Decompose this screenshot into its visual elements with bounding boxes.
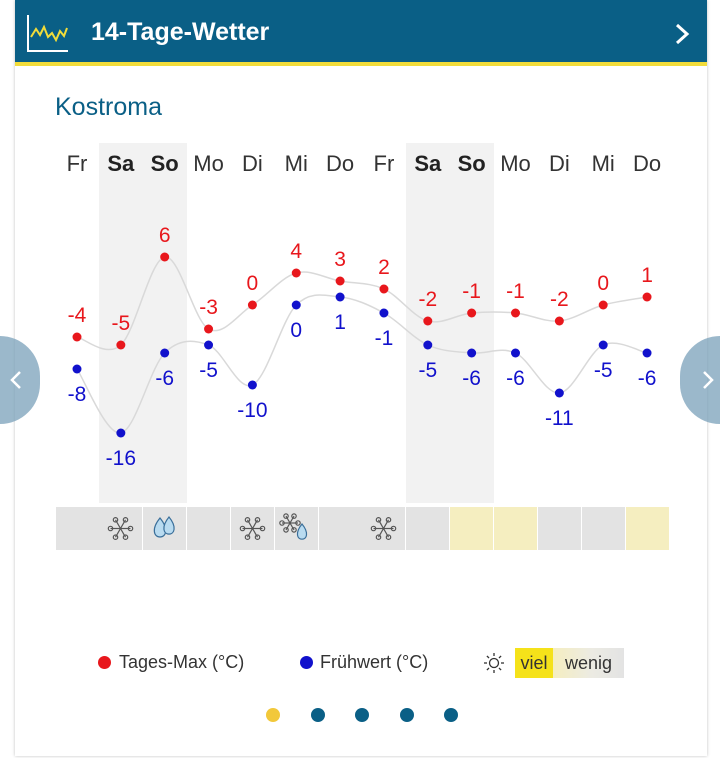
condition-tile — [319, 507, 362, 550]
min-value-label: -6 — [155, 367, 175, 390]
max-value-label: 1 — [641, 264, 653, 287]
chevron-right-icon — [698, 370, 718, 390]
day-label: Do — [632, 151, 662, 176]
min-value-label: -6 — [506, 367, 525, 390]
min-value-label: -5 — [593, 359, 613, 382]
max-point — [511, 309, 520, 318]
condition-tile — [582, 507, 625, 550]
city-name: Kostroma — [55, 93, 162, 121]
day-label: Sa — [107, 151, 135, 176]
max-value-label: -5 — [111, 312, 131, 335]
condition-tile — [538, 507, 581, 550]
condition-tile — [56, 507, 99, 550]
condition-tile — [494, 507, 537, 550]
snowflake-icon — [99, 507, 142, 550]
legend-sun-little: wenig — [553, 648, 624, 678]
min-value-label: -1 — [374, 327, 394, 350]
condition-tile — [626, 507, 669, 550]
day-label: Fr — [66, 151, 88, 176]
snowflake-icon — [231, 507, 274, 550]
condition-tile — [450, 507, 493, 550]
legend-max-dot — [98, 656, 111, 669]
max-point — [160, 253, 169, 262]
min-value-label: -11 — [544, 407, 574, 430]
max-point — [248, 301, 257, 310]
max-point — [599, 301, 608, 310]
condition-tile — [231, 507, 274, 550]
day-label: Di — [548, 151, 570, 176]
condition-tile — [143, 507, 186, 550]
max-value-label: -1 — [462, 280, 481, 303]
max-value-label: 6 — [158, 224, 171, 247]
min-point — [336, 293, 345, 302]
min-point — [555, 389, 564, 398]
max-value-label: -1 — [506, 280, 525, 303]
min-point — [643, 349, 652, 358]
pagination-dot[interactable] — [311, 708, 325, 722]
max-value-label: 3 — [334, 248, 346, 271]
max-point — [379, 285, 388, 294]
pagination-dot[interactable] — [355, 708, 369, 722]
condition-tile — [275, 507, 318, 550]
min-point — [379, 309, 388, 318]
snowflake-icon — [362, 507, 405, 550]
min-point — [116, 429, 125, 438]
max-point — [423, 317, 432, 326]
max-point — [467, 309, 476, 318]
day-label: So — [150, 151, 179, 176]
max-value-label: 0 — [246, 272, 259, 295]
day-label: Mo — [500, 151, 531, 176]
min-value-label: -8 — [67, 383, 87, 406]
max-value-label: 2 — [378, 256, 390, 279]
day-label: Fr — [373, 151, 395, 176]
min-point — [160, 349, 169, 358]
min-point — [423, 341, 432, 350]
snow-rain-icon — [275, 507, 318, 550]
max-point — [73, 333, 82, 342]
min-value-label: 1 — [334, 311, 346, 334]
legend-max-label: Tages-Max (°C) — [119, 652, 245, 672]
max-point — [116, 341, 125, 350]
min-value-label: -16 — [105, 447, 137, 470]
legend-min-dot — [300, 656, 313, 669]
pagination-dot[interactable] — [400, 708, 414, 722]
condition-tile — [406, 507, 449, 550]
max-point — [292, 269, 301, 278]
pagination-dot[interactable] — [444, 708, 458, 722]
day-label: Di — [242, 151, 263, 176]
sun-icon — [483, 652, 505, 674]
max-value-label: -2 — [418, 288, 438, 311]
chevron-left-icon — [6, 370, 26, 390]
day-label: Do — [326, 151, 355, 176]
min-value-label: -6 — [637, 367, 657, 390]
header-title: 14-Tage-Wetter — [91, 18, 270, 46]
min-value-label: -5 — [199, 359, 218, 382]
pagination-dot[interactable] — [266, 708, 280, 722]
legend-min-label: Frühwert (°C) — [320, 652, 429, 672]
max-point — [336, 277, 345, 286]
condition-tile — [99, 507, 142, 550]
max-point — [555, 317, 564, 326]
min-value-label: -10 — [237, 399, 268, 422]
day-label: So — [457, 151, 486, 176]
max-value-label: 4 — [290, 240, 303, 263]
day-label: Sa — [414, 151, 442, 176]
day-label: Mo — [193, 151, 224, 176]
min-point — [248, 381, 257, 390]
condition-tile — [362, 507, 405, 550]
condition-tile — [187, 507, 230, 550]
min-point — [599, 341, 608, 350]
max-value-label: -2 — [550, 288, 569, 311]
min-point — [511, 349, 520, 358]
min-point — [204, 341, 213, 350]
legend-sun-much: viel — [515, 648, 553, 678]
min-point — [73, 365, 82, 374]
max-value-label: -3 — [199, 296, 218, 319]
raindrop-icon — [143, 507, 186, 550]
max-value-label: -4 — [67, 304, 87, 327]
day-label: Mi — [591, 151, 615, 176]
min-value-label: -6 — [462, 367, 481, 390]
max-value-label: 0 — [597, 272, 610, 295]
min-value-label: 0 — [290, 319, 303, 342]
min-point — [292, 301, 301, 310]
min-point — [467, 349, 476, 358]
min-value-label: -5 — [418, 359, 438, 382]
day-label: Mi — [284, 151, 308, 176]
max-point — [643, 293, 652, 302]
max-point — [204, 325, 213, 334]
